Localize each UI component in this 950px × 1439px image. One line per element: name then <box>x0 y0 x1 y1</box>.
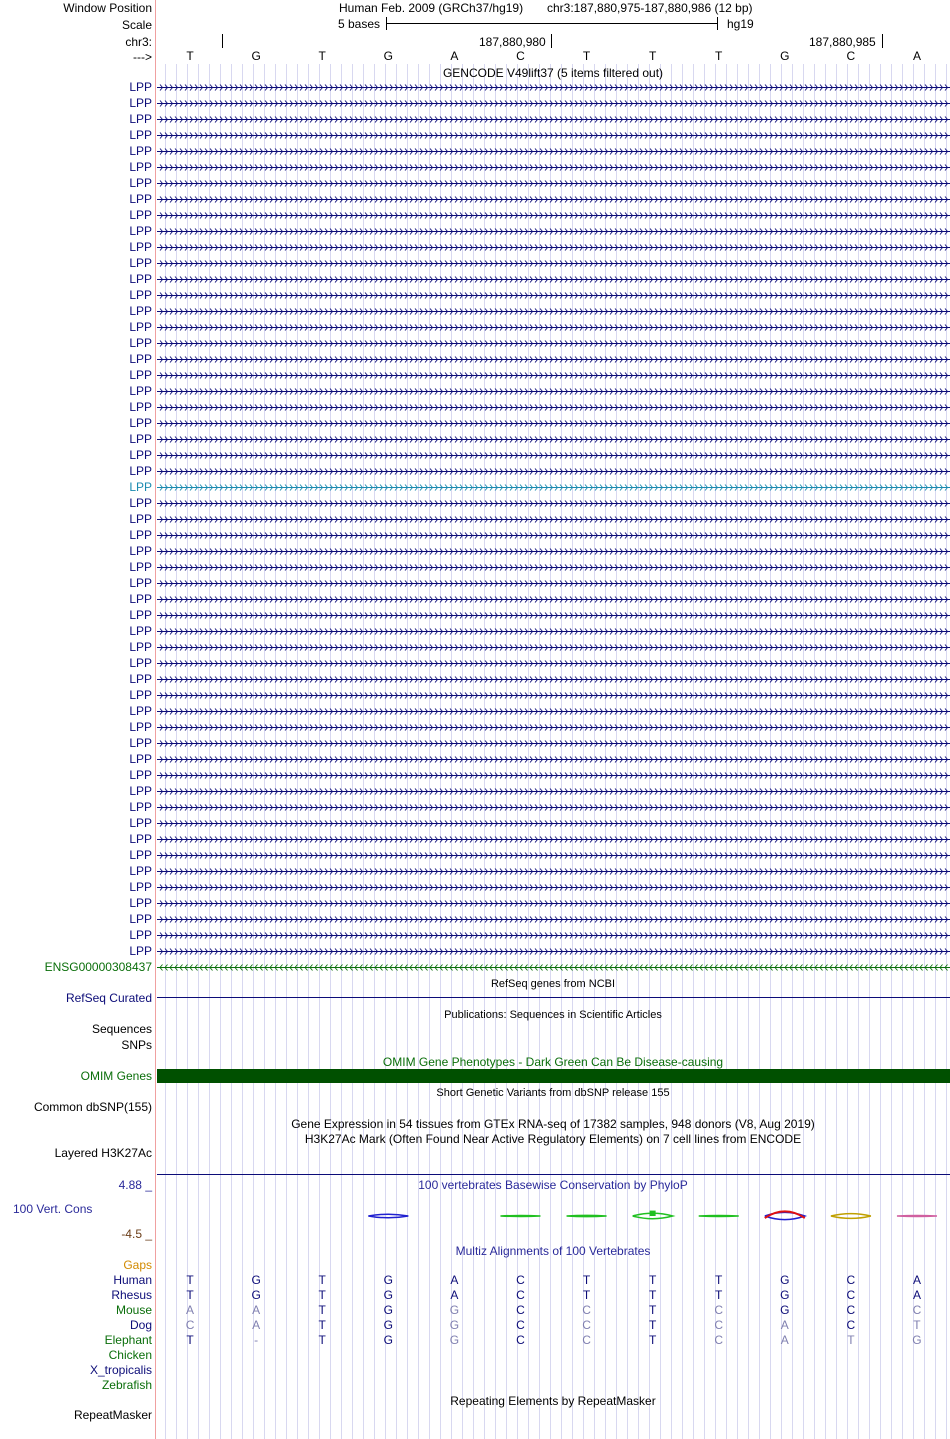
gencode-transcript-label[interactable]: LPP <box>129 368 152 382</box>
gencode-transcript-line[interactable] <box>157 771 950 780</box>
species-label[interactable]: Rhesus <box>111 1288 152 1302</box>
alignment-base: T <box>913 1318 921 1332</box>
sequence-base: G <box>251 49 261 63</box>
phylop-track-title[interactable]: 100 vertebrates Basewise Conservation by PhyloP <box>418 1178 688 1192</box>
gencode-transcript-label[interactable]: LPP <box>129 800 152 814</box>
phylop-mark <box>368 1214 408 1218</box>
gencode-transcript-line[interactable] <box>157 195 950 204</box>
gencode-transcript-label[interactable]: LPP <box>129 272 152 286</box>
gencode-transcript-line[interactable] <box>157 387 950 396</box>
gencode-transcript-line[interactable] <box>157 835 950 844</box>
gencode-transcript-line[interactable] <box>157 547 950 556</box>
alignment-base: T <box>648 1333 657 1347</box>
gencode-transcript-label[interactable]: LPP <box>129 608 152 622</box>
alignment-base: T <box>186 1288 194 1302</box>
repeatmasker-label[interactable]: RepeatMasker <box>73 1408 152 1422</box>
gencode-transcript-line[interactable] <box>157 579 950 588</box>
alignment-base: A <box>780 1333 789 1347</box>
gencode-transcript-line[interactable] <box>157 259 950 268</box>
gencode-transcript-label[interactable]: LPP <box>129 912 152 926</box>
gencode-transcript-label[interactable]: LPP <box>129 720 152 734</box>
gencode-transcript-label[interactable]: LPP <box>129 352 152 366</box>
position-tick <box>551 34 552 48</box>
gencode-transcript-line[interactable] <box>157 563 950 572</box>
phylop-mark <box>765 1211 805 1219</box>
alignment-base: T <box>318 1303 326 1317</box>
species-label[interactable]: Dog <box>129 1318 152 1332</box>
gencode-transcript-label[interactable]: LPP <box>129 880 152 894</box>
alignment-base: C <box>516 1273 525 1287</box>
gencode-transcript-line[interactable] <box>157 339 950 348</box>
gencode-transcript-line[interactable] <box>157 355 950 364</box>
gencode-transcript-label[interactable]: LPP <box>129 704 152 718</box>
gencode-transcript-line[interactable] <box>157 755 950 764</box>
alignment-base: G <box>383 1303 393 1317</box>
species-label[interactable]: X_tropicalis <box>89 1363 152 1377</box>
alignment-base: G <box>383 1273 393 1287</box>
alignment-base: G <box>780 1303 790 1317</box>
gencode-transcript-label[interactable]: LPP <box>129 624 152 638</box>
gencode-transcript-line[interactable] <box>157 451 950 460</box>
alignment-base: C <box>846 1288 856 1302</box>
gencode-transcript-label[interactable]: LPP <box>129 400 152 414</box>
gencode-transcript-line[interactable] <box>157 883 950 892</box>
position-tick <box>882 34 883 48</box>
gencode-transcript-label[interactable]: LPP <box>129 640 152 654</box>
alignment-base: C <box>912 1303 922 1317</box>
alignment-base: T <box>318 1318 326 1332</box>
repeatmasker-track-title[interactable]: Repeating Elements by RepeatMasker <box>450 1394 656 1408</box>
window-position-label: Window Position <box>63 1 152 15</box>
gencode-transcript-label[interactable]: LPP <box>129 288 152 302</box>
alignment-base: T <box>847 1333 855 1347</box>
gencode-track-title[interactable]: GENCODE V49lift37 (5 items filtered out) <box>442 66 664 80</box>
gencode-transcript-label[interactable]: LPP <box>129 512 152 526</box>
coord-label-2: 187,880,985 <box>809 35 876 49</box>
assembly-name: Human Feb. 2009 (GRCh37/hg19) <box>339 1 524 15</box>
alignment-base: T <box>715 1288 723 1302</box>
gencode-transcript-label[interactable]: LPP <box>129 112 152 126</box>
alignment-base: G <box>251 1288 261 1302</box>
gencode-transcript-label[interactable]: LPP <box>129 816 152 830</box>
alignment-base: C <box>582 1318 591 1332</box>
h3k27ac-baseline <box>157 1174 950 1175</box>
alignment-base: C <box>582 1333 591 1347</box>
alignment-base: T <box>715 1273 723 1287</box>
alignment-base: G <box>912 1333 922 1347</box>
publications-label[interactable]: Sequences <box>91 1022 152 1036</box>
alignment-base: C <box>714 1318 724 1332</box>
alignment-base: A <box>186 1303 195 1317</box>
gencode-transcript-line[interactable] <box>157 867 950 876</box>
h3k27ac-label[interactable]: Layered H3K27Ac <box>54 1146 152 1160</box>
phylop-mark <box>831 1214 871 1219</box>
phylop-min-label: -4.5 _ <box>121 1227 152 1241</box>
gencode-transcript-label[interactable]: LPP <box>129 240 152 254</box>
alignment-base: - <box>254 1333 259 1347</box>
gencode-transcript-line[interactable] <box>157 787 950 796</box>
gencode-transcript-label[interactable]: LPP <box>129 208 152 222</box>
alignment-base: G <box>383 1288 393 1302</box>
gencode-transcript-label[interactable]: LPP <box>129 304 152 318</box>
alignment-base: T <box>648 1288 657 1302</box>
alignment-base: C <box>846 1303 856 1317</box>
multiz-track-title[interactable]: Multiz Alignments of 100 Vertebrates <box>455 1244 651 1258</box>
alignment-base: A <box>912 1288 921 1302</box>
omim-track-title[interactable]: OMIM Gene Phenotypes - Dark Green Can Be Disease-causing <box>382 1055 724 1069</box>
gencode-transcript-line[interactable] <box>157 531 950 540</box>
gencode-transcript-label[interactable]: LPP <box>129 944 152 958</box>
gencode-transcript-label[interactable]: LPP <box>129 128 152 142</box>
phylop-label[interactable]: 100 Vert. Cons <box>13 1202 93 1216</box>
alignment-base: T <box>582 1288 591 1302</box>
alignment-base: C <box>714 1303 724 1317</box>
species-label[interactable]: Elephant <box>104 1333 152 1347</box>
gaps-label: Gaps <box>123 1258 152 1272</box>
alignment-base: T <box>648 1273 657 1287</box>
gencode-transcript-label[interactable]: LPP <box>129 848 152 862</box>
gencode-transcript-line[interactable] <box>157 931 950 940</box>
dbsnp-label[interactable]: Common dbSNP(155) <box>33 1100 152 1114</box>
alignment-base: G <box>780 1288 790 1302</box>
phylop-max-label: 4.88 _ <box>118 1178 152 1192</box>
gencode-transcript-line[interactable] <box>157 691 950 700</box>
gtex-track-title[interactable]: Gene Expression in 54 tissues from GTEx RNA-seq of 17382 samples, 948 donors (V8, Aug 2019) <box>291 1117 815 1131</box>
gencode-transcript-line[interactable] <box>157 675 950 684</box>
phylop-mark <box>699 1216 739 1217</box>
species-label[interactable]: Chicken <box>108 1348 152 1362</box>
alignment-base: C <box>516 1303 525 1317</box>
gencode-transcript-line[interactable] <box>157 611 950 620</box>
gencode-transcript-label[interactable]: LPP <box>129 736 152 750</box>
scale-text: 5 bases <box>338 17 381 31</box>
alignment-base: G <box>383 1333 393 1347</box>
gencode-transcript-line[interactable] <box>157 483 950 492</box>
gencode-transcript-line[interactable] <box>157 307 950 316</box>
gencode-transcript-line[interactable] <box>157 851 950 860</box>
gencode-transcript-line[interactable] <box>157 323 950 332</box>
sequence-base: T <box>582 49 591 63</box>
gencode-transcript-label[interactable]: LPP <box>129 160 152 174</box>
gencode-transcript-label[interactable]: LPP <box>129 320 152 334</box>
sequence-base: T <box>186 49 194 63</box>
gencode-transcript-line[interactable] <box>157 467 950 476</box>
gencode-transcript-line[interactable] <box>157 739 950 748</box>
alignment-base: T <box>186 1273 194 1287</box>
alignment-base: G <box>449 1318 460 1332</box>
species-label[interactable]: Zebrafish <box>101 1378 152 1392</box>
ensg-transcript-label[interactable]: ENSG00000308437 <box>44 960 152 974</box>
omim-label[interactable]: OMIM Genes <box>80 1069 152 1083</box>
sequence-base: A <box>450 49 459 63</box>
alignment-base: T <box>648 1303 657 1317</box>
gencode-transcript-line[interactable] <box>157 163 950 172</box>
alignment-base: C <box>516 1333 525 1347</box>
gencode-transcript-label[interactable]: LPP <box>129 784 152 798</box>
dbsnp-track-title[interactable]: Short Genetic Variants from dbSNP release 155 <box>436 1087 670 1099</box>
gencode-transcript-line[interactable] <box>157 291 950 300</box>
gencode-transcript-line[interactable] <box>157 179 950 188</box>
refseq-line <box>157 997 950 998</box>
gencode-transcript-label[interactable]: LPP <box>129 416 152 430</box>
gencode-transcript-label[interactable]: LPP <box>129 432 152 446</box>
gencode-transcript-label[interactable]: LPP <box>129 448 152 462</box>
gencode-transcript-label[interactable]: LPP <box>129 672 152 686</box>
gencode-transcript-line[interactable] <box>157 499 950 508</box>
species-label[interactable]: Human <box>113 1273 152 1287</box>
gencode-transcript-label[interactable]: LPP <box>129 224 152 238</box>
gencode-transcript-label[interactable]: LPP <box>129 80 152 94</box>
db-name: hg19 <box>727 17 754 31</box>
phylop-mark <box>567 1215 607 1216</box>
alignment-base: C <box>516 1318 525 1332</box>
gencode-transcript-label[interactable]: LPP <box>129 832 152 846</box>
gencode-transcript-line[interactable] <box>157 131 950 140</box>
alignment-base: C <box>516 1288 525 1302</box>
gencode-transcript-line[interactable] <box>157 211 950 220</box>
gencode-transcript-label[interactable]: LPP <box>129 928 152 942</box>
alignment-base: A <box>450 1288 459 1302</box>
species-label[interactable]: Mouse <box>115 1303 152 1317</box>
gencode-transcript-line[interactable] <box>157 643 950 652</box>
alignment-base: A <box>252 1318 261 1332</box>
gencode-transcript-line[interactable] <box>157 803 950 812</box>
alignment-base: G <box>780 1273 790 1287</box>
alignment-base: C <box>582 1303 591 1317</box>
gencode-transcript-line[interactable] <box>157 371 950 380</box>
alignment-base: T <box>648 1318 657 1332</box>
sequence-base: G <box>780 49 790 63</box>
alignment-base: C <box>846 1273 856 1287</box>
refseq-label[interactable]: RefSeq Curated <box>65 991 152 1005</box>
gencode-transcript-line[interactable] <box>157 83 950 92</box>
sequence-base: C <box>516 49 525 63</box>
gencode-transcript-label[interactable]: LPP <box>129 96 152 110</box>
position-tick <box>222 34 223 48</box>
gencode-transcript-line[interactable] <box>157 243 950 252</box>
strand-label: ---> <box>133 50 152 64</box>
gencode-transcript-line[interactable] <box>157 915 950 924</box>
gencode-transcript-line[interactable] <box>157 147 950 156</box>
phylop-mark <box>633 1211 673 1219</box>
gencode-transcript-label[interactable]: LPP <box>129 336 152 350</box>
position-readout: chr3:187,880,975-187,880,986 (12 bp) <box>547 1 753 15</box>
scale-bar <box>386 16 718 31</box>
gencode-transcript-line[interactable] <box>157 419 950 428</box>
omim-gene-bar[interactable] <box>157 1069 950 1083</box>
gencode-transcript-line[interactable] <box>157 275 950 284</box>
gencode-transcript-label[interactable]: LPP <box>129 192 152 206</box>
alignment-base: C <box>714 1333 724 1347</box>
alignment-base: C <box>846 1318 856 1332</box>
alignment-base: G <box>449 1303 460 1317</box>
gencode-transcript-line[interactable] <box>157 115 950 124</box>
gencode-transcript-line[interactable] <box>157 227 950 236</box>
alignment-base: A <box>252 1303 261 1317</box>
publications-track-title[interactable]: Publications: Sequences in Scientific Articles <box>444 1009 662 1021</box>
gencode-transcript-label[interactable]: LPP <box>129 896 152 910</box>
gencode-transcript-label[interactable]: LPP <box>129 496 152 510</box>
phylop-plot <box>157 1192 950 1242</box>
alignment-base: A <box>450 1273 459 1287</box>
alignment-base: A <box>912 1273 921 1287</box>
h3k27ac-track-title[interactable]: H3K27Ac Mark (Often Found Near Active Regulatory Elements) on 7 cell lines from ENCODE <box>304 1132 802 1146</box>
alignment-base: T <box>318 1333 326 1347</box>
gencode-transcript-line[interactable] <box>157 723 950 732</box>
sequence-base: C <box>846 49 856 63</box>
alignment-base: T <box>318 1273 326 1287</box>
gencode-transcript-line[interactable] <box>157 659 950 668</box>
gencode-transcript-label[interactable]: LPP <box>129 464 152 478</box>
gencode-transcript-label[interactable]: LPP <box>129 560 152 574</box>
scale-label: Scale <box>121 18 152 32</box>
alignment-base: T <box>318 1288 326 1302</box>
alignment-base: G <box>449 1333 460 1347</box>
gencode-transcript-label[interactable]: LPP <box>129 752 152 766</box>
gencode-transcript-label[interactable]: LPP <box>129 176 152 190</box>
gencode-transcript-label[interactable]: LPP <box>129 592 152 606</box>
gencode-transcript-label[interactable]: LPP <box>129 480 152 494</box>
gencode-transcript-label[interactable]: LPP <box>129 688 152 702</box>
alignment-base: T <box>186 1333 194 1347</box>
gencode-transcript-label[interactable]: LPP <box>129 768 152 782</box>
sequence-base: T <box>715 49 723 63</box>
gencode-transcript-line[interactable] <box>157 899 950 908</box>
sequence-base: T <box>648 49 657 63</box>
gencode-transcript-line[interactable] <box>157 627 950 636</box>
phylop-mark <box>500 1216 540 1217</box>
gencode-transcript-label[interactable]: LPP <box>129 528 152 542</box>
alignment-base: A <box>780 1318 789 1332</box>
alignment-base: T <box>582 1273 591 1287</box>
alignment-base: G <box>251 1273 261 1287</box>
sequence-base: G <box>383 49 393 63</box>
gencode-transcript-label[interactable]: LPP <box>129 656 152 670</box>
alignment-base: C <box>185 1318 195 1332</box>
gencode-transcript-line[interactable] <box>157 515 950 524</box>
gencode-transcript-label[interactable]: LPP <box>129 864 152 878</box>
gencode-transcript-line[interactable] <box>157 947 950 956</box>
gencode-transcript-line[interactable] <box>157 819 950 828</box>
gencode-transcript-line[interactable] <box>157 435 950 444</box>
sequence-base: A <box>912 49 921 63</box>
sequence-base: T <box>318 49 326 63</box>
refseq-track-title[interactable]: RefSeq genes from NCBI <box>490 978 616 990</box>
chr-label: chr3: <box>125 35 152 49</box>
gencode-transcript-line[interactable] <box>157 99 950 108</box>
gencode-transcript-label[interactable]: LPP <box>129 144 152 158</box>
gencode-transcript-line[interactable] <box>157 707 950 716</box>
alignment-base: G <box>383 1318 393 1332</box>
snps-label[interactable]: SNPs <box>121 1038 152 1052</box>
gencode-transcript-line[interactable] <box>157 403 950 412</box>
gencode-transcript-label[interactable]: LPP <box>129 384 152 398</box>
ensg-transcript-line[interactable] <box>157 963 950 972</box>
gencode-transcript-line[interactable] <box>157 595 950 604</box>
coord-label-1: 187,880,980 <box>479 35 546 49</box>
gencode-transcript-label[interactable]: LPP <box>129 576 152 590</box>
gencode-transcript-label[interactable]: LPP <box>129 256 152 270</box>
gencode-transcript-label[interactable]: LPP <box>129 544 152 558</box>
phylop-mark <box>897 1216 937 1217</box>
